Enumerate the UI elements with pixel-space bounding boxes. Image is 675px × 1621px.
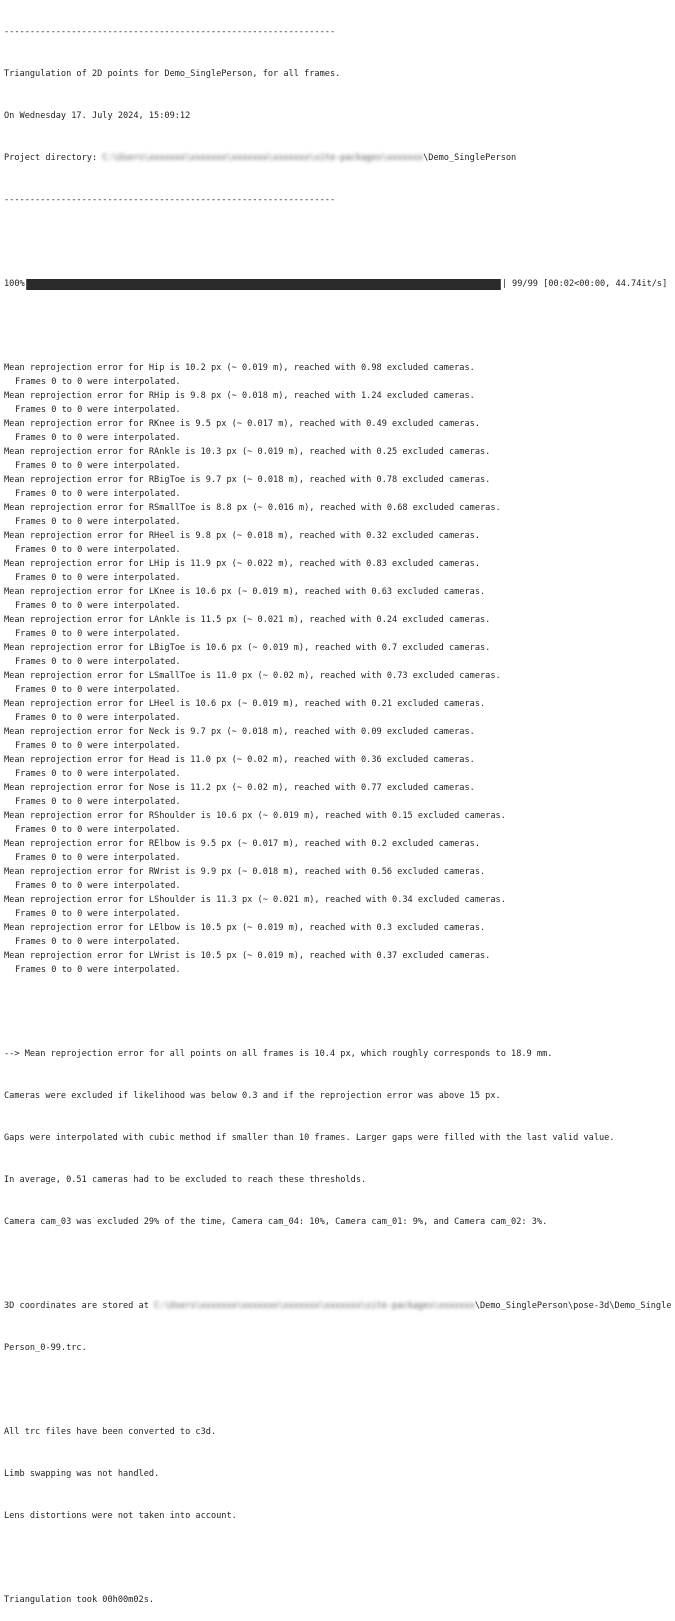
keypoint-interpolation-line: Frames 0 to 0 were interpolated. [15, 461, 181, 471]
project-directory-line [4, 151, 672, 165]
keypoint-error-line: Mean reprojection error for LKnee is 10.6 px (~ 0.019 m), reached with 0.63 excluded cameras. [4, 587, 486, 597]
progress-percent: 100% [4, 279, 25, 289]
keypoint-interpolation-line: Frames 0 to 0 were interpolated. [15, 965, 181, 975]
blank-line [4, 235, 672, 249]
blank-line [4, 319, 672, 333]
keypoint-interpolation-line: Frames 0 to 0 were interpolated. [15, 489, 181, 499]
keypoint-interpolation-line: Frames 0 to 0 were interpolated. [15, 741, 181, 751]
storage-path-suffix: \Demo_SinglePerson\pose-3d\Demo_Single [474, 1301, 672, 1311]
footer-c3d: All trc files have been converted to c3d. [4, 1427, 217, 1437]
summary-exclusion-criteria: Cameras were excluded if likelihood was below 0.3 and if the reprojection error was above 15 px. [4, 1091, 501, 1101]
blank-line [4, 1383, 672, 1397]
summary-interpolation: Gaps were interpolated with cubic method if smaller than 10 frames. Larger gaps were filled with the last valid value. [4, 1133, 615, 1143]
summary-mean-error: --> Mean reprojection error for all points on all frames is 10.4 px, which roughly corresponds to 18.9 mm. [4, 1049, 553, 1059]
blank-line [4, 1257, 672, 1271]
storage-path-redacted: C:\Users\xxxxxxx\xxxxxxx\xxxxxxx\xxxxxxx\site-packages\xxxxxxx [154, 1301, 475, 1311]
keypoint-error-line: Mean reprojection error for RAnkle is 10.3 px (~ 0.019 m), reached with 0.25 excluded cameras. [4, 447, 491, 457]
blank-line [4, 1551, 672, 1565]
keypoint-interpolation-line: Frames 0 to 0 were interpolated. [15, 769, 181, 779]
keypoint-interpolation-line: Frames 0 to 0 were interpolated. [15, 909, 181, 919]
storage-label: 3D coordinates are stored at [4, 1301, 155, 1311]
keypoint-error-line: Mean reprojection error for RSmallToe is 8.8 px (~ 0.016 m), reached with 0.68 excluded cameras. [4, 503, 501, 513]
keypoint-error-line: Mean reprojection error for RElbow is 9.5 px (~ 0.017 m), reached with 0.2 excluded cameras. [4, 839, 480, 849]
keypoint-error-line: Mean reprojection error for Nose is 11.2 px (~ 0.02 m), reached with 0.77 excluded cameras. [4, 783, 475, 793]
storage-line-continued: Person_0-99.trc. [4, 1343, 87, 1353]
footer-limb-swapping: Limb swapping was not handled. [4, 1469, 160, 1479]
keypoint-error-line: Mean reprojection error for RBigToe is 9.7 px (~ 0.018 m), reached with 0.78 excluded cameras. [4, 475, 491, 485]
header-title: Triangulation of 2D points for Demo_SinglePerson, for all frames. [4, 69, 341, 79]
progress-bar-fill [27, 279, 500, 290]
keypoint-error-line: Mean reprojection error for LHeel is 10.6 px (~ 0.019 m), reached with 0.21 excluded cameras. [4, 699, 486, 709]
project-path-redacted: C:\Users\xxxxxxx\xxxxxxx\xxxxxxx\xxxxxxx\site-packages\xxxxxxx [102, 153, 424, 163]
storage-line [4, 1299, 672, 1313]
keypoint-interpolation-line: Frames 0 to 0 were interpolated. [15, 573, 181, 583]
keypoint-error-line: Mean reprojection error for LAnkle is 11.5 px (~ 0.021 m), reached with 0.24 excluded cameras. [4, 615, 491, 625]
keypoint-error-line: Mean reprojection error for RKnee is 9.5 px (~ 0.017 m), reached with 0.49 excluded cameras. [4, 419, 480, 429]
summary-average-excluded: In average, 0.51 cameras had to be excluded to reach these thresholds. [4, 1175, 367, 1185]
keypoint-interpolation-line: Frames 0 to 0 were interpolated. [15, 713, 181, 723]
keypoint-interpolation-line: Frames 0 to 0 were interpolated. [15, 377, 181, 387]
project-label: Project directory: [4, 153, 103, 163]
keypoint-interpolation-line: Frames 0 to 0 were interpolated. [15, 517, 181, 527]
progress-line [4, 277, 672, 291]
keypoint-interpolation-line: Frames 0 to 0 were interpolated. [15, 853, 181, 863]
keypoint-interpolation-line: Frames 0 to 0 were interpolated. [15, 405, 181, 415]
keypoint-error-line: Mean reprojection error for Neck is 9.7 px (~ 0.018 m), reached with 0.09 excluded cameras. [4, 727, 475, 737]
separator-bottom: ---------------------------------------------------------------- [4, 195, 336, 205]
keypoint-interpolation-line: Frames 0 to 0 were interpolated. [15, 825, 181, 835]
keypoint-interpolation-line: Frames 0 to 0 were interpolated. [15, 685, 181, 695]
keypoint-error-line: Mean reprojection error for LShoulder is 11.3 px (~ 0.021 m), reached with 0.34 excluded cameras. [4, 895, 506, 905]
progress-stats: | 99/99 [00:02<00:00, 44.74it/s] [501, 279, 668, 289]
keypoint-error-line: Mean reprojection error for LHip is 11.9 px (~ 0.022 m), reached with 0.83 excluded cameras. [4, 559, 480, 569]
keypoint-interpolation-line: Frames 0 to 0 were interpolated. [15, 937, 181, 947]
blank-line [4, 1005, 672, 1019]
keypoint-error-line: Mean reprojection error for LWrist is 10.5 px (~ 0.019 m), reached with 0.37 excluded cameras. [4, 951, 491, 961]
duration-line: Triangulation took 00h00m02s. [4, 1595, 155, 1605]
keypoint-error-line: Mean reprojection error for LBigToe is 10.6 px (~ 0.019 m), reached with 0.7 excluded cameras. [4, 643, 491, 653]
keypoint-error-line: Mean reprojection error for RShoulder is 10.6 px (~ 0.019 m), reached with 0.15 excluded cameras. [4, 811, 506, 821]
keypoint-error-line: Mean reprojection error for LElbow is 10.5 px (~ 0.019 m), reached with 0.3 excluded cameras. [4, 923, 486, 933]
keypoint-interpolation-line: Frames 0 to 0 were interpolated. [15, 629, 181, 639]
keypoint-error-line: Mean reprojection error for RHeel is 9.8 px (~ 0.018 m), reached with 0.32 excluded cameras. [4, 531, 480, 541]
summary-camera-exclusion: Camera cam_03 was excluded 29% of the time, Camera cam_04: 10%, Camera cam_01: 9%, and Camera cam_02: 3%. [4, 1217, 548, 1227]
console-output [4, 0, 672, 1621]
keypoint-interpolation-line: Frames 0 to 0 were interpolated. [15, 881, 181, 891]
keypoint-error-line: Mean reprojection error for Hip is 10.2 px (~ 0.019 m), reached with 0.98 excluded cameras. [4, 363, 475, 373]
keypoint-interpolation-line: Frames 0 to 0 were interpolated. [15, 797, 181, 807]
keypoint-error-line: Mean reprojection error for RHip is 9.8 px (~ 0.018 m), reached with 1.24 excluded cameras. [4, 391, 475, 401]
keypoint-error-line: Mean reprojection error for RWrist is 9.9 px (~ 0.018 m), reached with 0.56 excluded cameras. [4, 867, 486, 877]
keypoint-error-line: Mean reprojection error for LSmallToe is 11.0 px (~ 0.02 m), reached with 0.73 excluded cameras. [4, 671, 501, 681]
keypoint-interpolation-line: Frames 0 to 0 were interpolated. [15, 657, 181, 667]
header-date: On Wednesday 17. July 2024, 15:09:12 [4, 111, 191, 121]
keypoint-error-line: Mean reprojection error for Head is 11.0 px (~ 0.02 m), reached with 0.36 excluded cameras. [4, 755, 475, 765]
progress-bar [26, 279, 501, 290]
keypoint-error-list [4, 361, 672, 977]
separator-top: ---------------------------------------------------------------- [4, 27, 336, 37]
keypoint-interpolation-line: Frames 0 to 0 were interpolated. [15, 545, 181, 555]
project-path-suffix: \Demo_SinglePerson [423, 153, 517, 163]
keypoint-interpolation-line: Frames 0 to 0 were interpolated. [15, 601, 181, 611]
keypoint-interpolation-line: Frames 0 to 0 were interpolated. [15, 433, 181, 443]
footer-lens-distortion: Lens distortions were not taken into account. [4, 1511, 237, 1521]
